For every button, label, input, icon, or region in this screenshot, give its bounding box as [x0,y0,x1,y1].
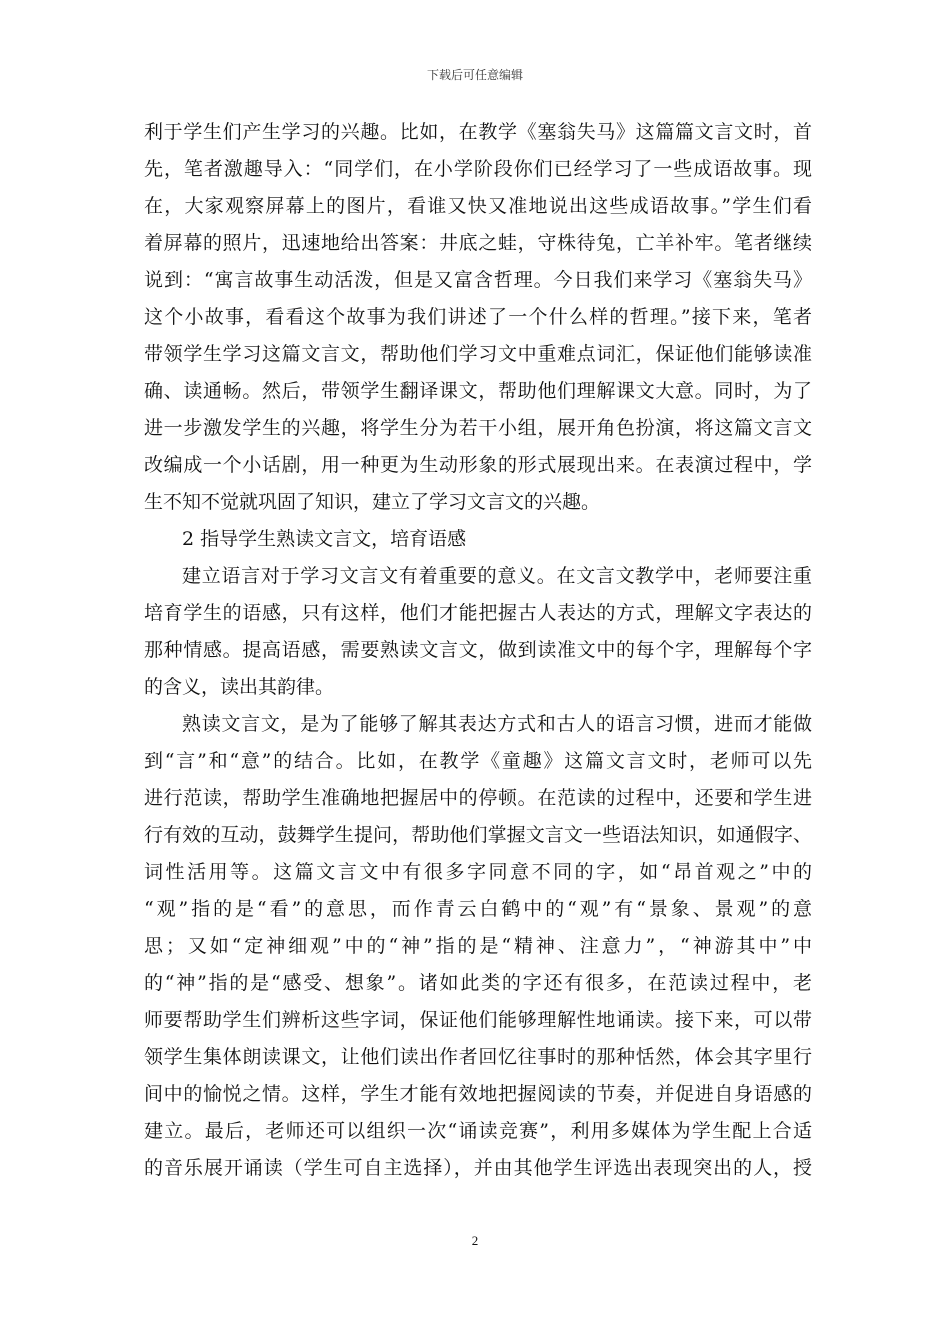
text-line: 间中的愉悦之情。这样，学生才能有效地把握阅读的节奏，并促进自身语感的 [144,1083,812,1105]
section-heading: 2 指导学生熟读文言文，培育语感 [182,528,467,550]
text-line: 那种情感。提高语感，需要熟读文言文，做到读准文中的每个字，理解每个字 [144,639,812,661]
text-line: 熟读文言文，是为了能够了解其表达方式和古人的语言习惯，进而才能做 [182,713,812,735]
text-line: 建立。最后，老师还可以组织一次“诵读竞赛”，利用多媒体为学生配上合适 [144,1120,812,1142]
text-line: 进行范读，帮助学生准确地把握居中的停顿。在范读的过程中，还要和学生进 [144,787,812,809]
text-line: 着屏幕的照片，迅速地给出答案：井底之蛙，守株待兔，亡羊补牢。笔者继续 [144,232,812,254]
text-line: 思；又如“定神细观”中的“神”指的是“精神、注意力”，“神游其中”中 [144,935,812,957]
text-line: 确、读通畅。然后，带领学生翻译课文，帮助他们理解课文大意。同时，为了 [144,380,812,402]
text-line: 这个小故事，看看这个故事为我们讲述了一个什么样的哲理。”接下来，笔者 [144,306,812,328]
text-line: 改编成一个小话剧，用一种更为生动形象的形式展现出来。在表演过程中，学 [144,454,812,476]
text-line: 的“神”指的是“感受、想象”。诸如此类的字还有很多，在范读过程中，老 [144,972,812,994]
text-line: 词性活用等。这篇文言文中有很多字同意不同的字，如“昂首观之”中的 [144,861,812,883]
text-line: 生不知不觉就巩固了知识，建立了学习文言文的兴趣。 [144,491,601,513]
text-line: 培育学生的语感，只有这样，他们才能把握古人表达的方式，理解文字表达的 [144,602,812,624]
text-line: 行有效的互动，鼓舞学生提问，帮助他们掌握文言文一些语法知识，如通假字、 [144,824,812,846]
document-body [144,114,812,1187]
text-line: 到“言”和“意”的结合。比如，在教学《童趣》这篇文言文时，老师可以先 [144,750,812,772]
page-header: 下载后可任意编辑 [426,68,523,82]
text-line: 的音乐展开诵读（学生可自主选择），并由其他学生评选出表现突出的人，授 [144,1157,812,1179]
text-line: 进一步激发学生的兴趣，将学生分为若干小组，展开角色扮演，将这篇文言文 [144,417,812,439]
text-line: 建立语言对于学习文言文有着重要的意义。在文言文教学中，老师要注重 [182,565,812,587]
text-line: 在，大家观察屏幕上的图片，看谁又快又准地说出这些成语故事。”学生们看 [144,195,812,217]
text-line: 利于学生们产生学习的兴趣。比如，在教学《塞翁失马》这篇篇文言文时，首 [144,121,812,143]
text-line: 带领学生学习这篇文言文，帮助他们学习文中重难点词汇，保证他们能够读准 [144,343,812,365]
text-line: 的含义，读出其韵律。 [144,676,335,698]
text-line: “观”指的是“看”的意思，而作青云白鹤中的“观”有“景象、景观”的意 [144,898,812,920]
text-line: 说到：“寓言故事生动活泼，但是又富含哲理。今日我们来学习《塞翁失马》 [144,269,812,291]
text-line: 先，笔者激趣导入：“同学们，在小学阶段你们已经学习了一些成语故事。现 [144,158,812,180]
text-line: 师要帮助学生们辨析这些字词，保证他们能够理解性地诵读。接下来，可以带 [144,1009,812,1031]
text-line: 领学生集体朗读课文，让他们读出作者回忆往事时的那种恬然，体会其字里行 [144,1046,812,1068]
page-number: 2 [471,1233,479,1248]
